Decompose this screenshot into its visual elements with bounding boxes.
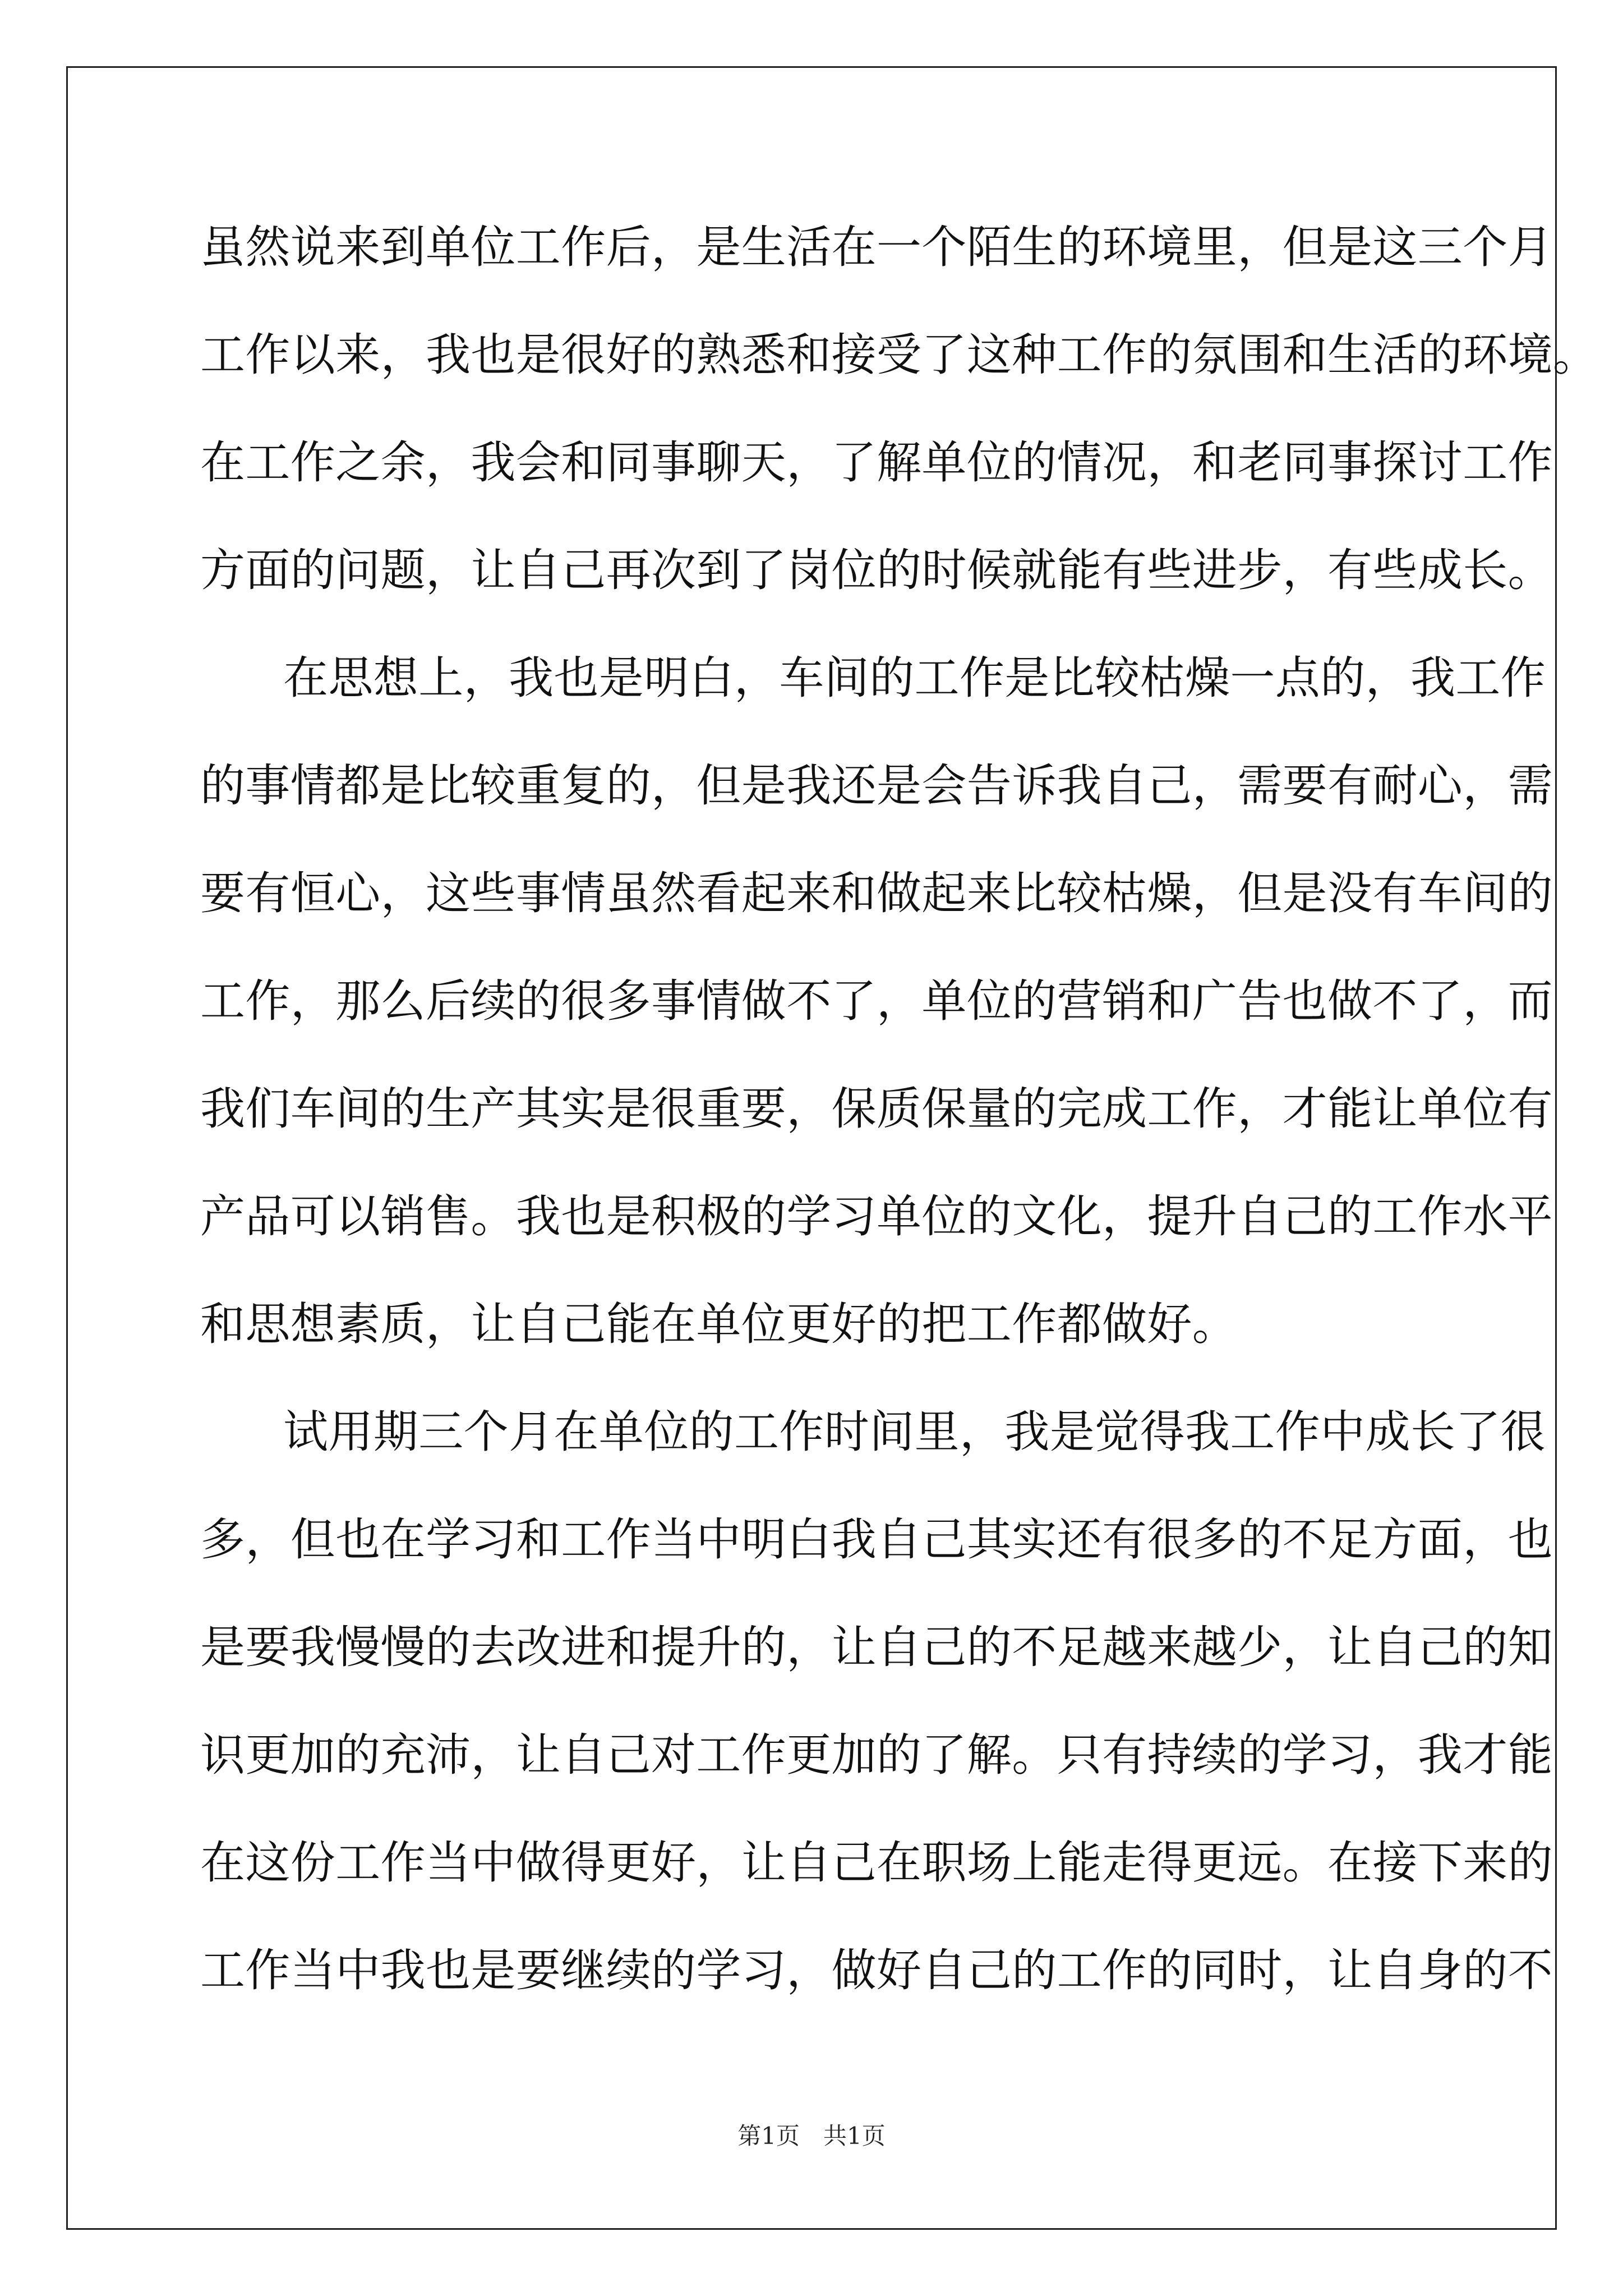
text-line-15: 识更加的充沛，让自己对工作更加的了解。只有持续的学习，我才能 (200, 1729, 1553, 1781)
text-line-3: 在工作之余，我会和同事聊天，了解单位的情况，和老同事探讨工作 (200, 436, 1553, 489)
text-line-10: 产品可以销售。我也是积极的学习单位的文化，提升自己的工作水平 (200, 1190, 1553, 1243)
page-number-current: 第1页 (737, 2122, 800, 2150)
text-line-2: 工作以来，我也是很好的熟悉和接受了这种工作的氛围和生活的环境。 (200, 329, 1598, 381)
text-line-12: 试用期三个月在单位的工作时间里，我是觉得我工作中成长了很 (283, 1406, 1546, 1458)
text-line-6: 的事情都是比较重复的，但是我还是会告诉我自己，需要有耐心，需 (200, 760, 1553, 812)
text-line-8: 工作，那么后续的很多事情做不了，单位的营销和广告也做不了，而 (200, 975, 1553, 1027)
text-line-13: 多，但也在学习和工作当中明白我自己其实还有很多的不足方面，也 (200, 1513, 1553, 1566)
text-line-11: 和思想素质，让自己能在单位更好的把工作都做好。 (200, 1298, 1238, 1350)
page-footer (0, 2119, 1623, 2153)
text-line-14: 是要我慢慢的去改进和提升的，让自己的不足越来越少，让自己的知 (200, 1621, 1553, 1673)
text-line-5: 在思想上，我也是明白，车间的工作是比较枯燥一点的，我工作 (283, 652, 1546, 704)
text-line-16: 在这份工作当中做得更好，让自己在职场上能走得更远。在接下来的 (200, 1837, 1553, 1889)
text-line-7: 要有恒心，这些事情虽然看起来和做起来比较枯燥，但是没有车间的 (200, 867, 1553, 919)
text-line-17: 工作当中我也是要继续的学习，做好自己的工作的同时，让自身的不 (200, 1944, 1553, 1996)
text-line-1: 虽然说来到单位工作后，是生活在一个陌生的环境里，但是这三个月 (200, 221, 1553, 273)
page-number-total: 共1页 (823, 2122, 886, 2150)
text-line-9: 我们车间的生产其实是很重要，保质保量的完成工作，才能让单位有 (200, 1083, 1553, 1135)
document-body (200, 216, 1598, 2047)
text-line-4: 方面的问题，让自己再次到了岗位的时候就能有些进步，有些成长。 (200, 544, 1553, 596)
